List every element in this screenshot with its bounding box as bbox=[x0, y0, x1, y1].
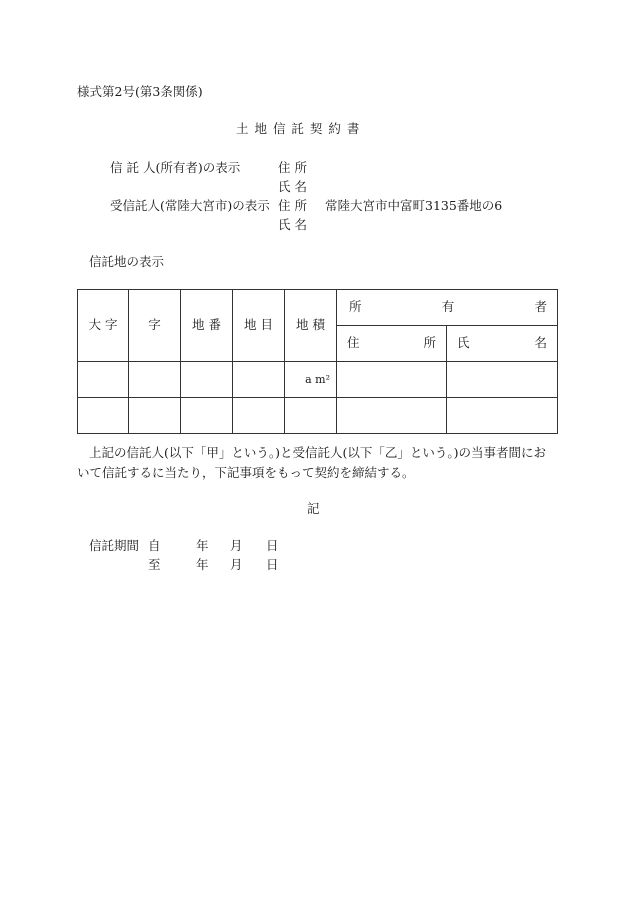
row2-chiban bbox=[181, 398, 233, 434]
row1-chiseki bbox=[285, 362, 337, 398]
agreement-text: 上記の信託人(以下「甲」という。)と受信託人(以下「乙」という。)の当事者間において信託するに当たり，下記事項をもって契約を締結する。 bbox=[77, 445, 547, 480]
trustee-label: 受信託人(常陸大宮市)の表示 bbox=[110, 198, 270, 213]
header-owner-name: 氏 名 bbox=[447, 326, 558, 362]
truster-label: 信 託 人(所有者)の表示 bbox=[110, 160, 241, 175]
form-label: 様式第2号(第3条関係) bbox=[77, 84, 203, 99]
row2-owner-name bbox=[447, 398, 558, 434]
header-chimoku: 地 目 bbox=[233, 290, 285, 362]
area-unit: a m² bbox=[305, 373, 330, 386]
header-aza: 字 bbox=[129, 290, 181, 362]
row2-owner-address bbox=[337, 398, 447, 434]
trustee-name-label: 氏 名 bbox=[278, 217, 307, 232]
row2-aza bbox=[129, 398, 181, 434]
truster-address-label: 住 所 bbox=[278, 160, 307, 175]
trustee-address-value: 常陸大宮市中富町3135番地の6 bbox=[325, 198, 503, 213]
header-owner-address: 住 所 bbox=[337, 326, 447, 362]
period-to-day: 日 bbox=[266, 557, 279, 572]
row1-chimoku bbox=[233, 362, 285, 398]
header-owner: 所 有 者 bbox=[337, 290, 558, 326]
period-from-year: 年 bbox=[196, 538, 209, 553]
period-from-day: 日 bbox=[266, 538, 279, 553]
truster-name-label: 氏 名 bbox=[278, 179, 307, 194]
period-to: 至 bbox=[148, 557, 161, 572]
land-section-label: 信託地の表示 bbox=[89, 254, 165, 269]
period-from: 自 bbox=[148, 538, 161, 553]
row2-oaza bbox=[78, 398, 129, 434]
header-chiseki: 地 積 bbox=[285, 290, 337, 362]
period-to-year: 年 bbox=[196, 557, 209, 572]
row1-owner-address bbox=[337, 362, 447, 398]
document-title: 土 地 信 託 契 約 書 bbox=[236, 121, 361, 136]
row2-chiseki bbox=[285, 398, 337, 434]
period-label: 信託期間 bbox=[89, 538, 140, 553]
period-to-month: 月 bbox=[230, 557, 243, 572]
ki-heading: 記 bbox=[307, 501, 320, 516]
row1-chiban bbox=[181, 362, 233, 398]
row2-chimoku bbox=[233, 398, 285, 434]
header-oaza: 大 字 bbox=[78, 290, 129, 362]
period-from-month: 月 bbox=[230, 538, 243, 553]
trustee-address-label: 住 所 bbox=[278, 198, 307, 213]
row1-oaza bbox=[78, 362, 129, 398]
row1-aza bbox=[129, 362, 181, 398]
row1-owner-name bbox=[447, 362, 558, 398]
land-table bbox=[77, 289, 558, 434]
header-chiban: 地 番 bbox=[181, 290, 233, 362]
